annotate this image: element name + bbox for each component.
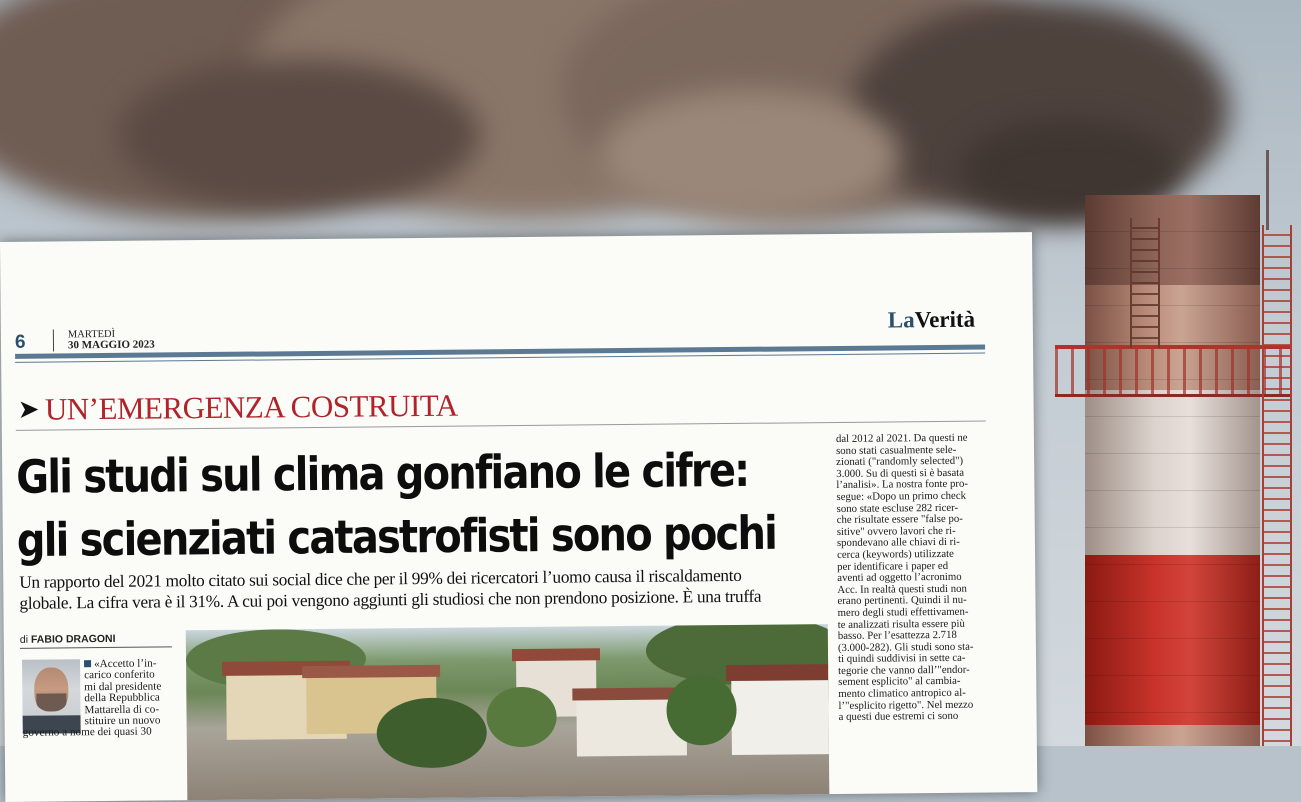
newspaper-clipping bbox=[0, 232, 1037, 802]
column-line: a questi due estremi ci sono bbox=[838, 710, 959, 724]
lightning-rod bbox=[1266, 150, 1269, 230]
article-photo bbox=[186, 624, 830, 802]
smoke-cloud bbox=[120, 60, 480, 210]
column-line: aventi ad oggetto l’acronimo bbox=[837, 570, 962, 585]
date-box bbox=[53, 329, 155, 352]
headline-line: gli scienziati catastrofisti sono pochi bbox=[16, 507, 777, 568]
column-line: l’analisi». La nostra fonte pro- bbox=[836, 478, 969, 492]
chimney-platform bbox=[1055, 345, 1290, 397]
author-photo bbox=[22, 659, 81, 734]
chimney-ladder bbox=[1262, 225, 1292, 746]
article-column bbox=[836, 433, 989, 724]
column-line: cerca (keywords) utilizzate bbox=[836, 547, 955, 561]
masthead-la: La bbox=[887, 307, 915, 333]
column-line: che risultate essere "false po- bbox=[836, 512, 963, 527]
lead-line: governo a nome dei quasi 30 bbox=[22, 726, 152, 740]
arrow-right-icon: ➤ bbox=[17, 394, 40, 424]
column-line: sono stati casualmente sele- bbox=[835, 443, 957, 457]
column-line: dal 2012 al 2021. Da questi ne bbox=[835, 431, 968, 445]
headline-line: Gli studi sul clima gonfiano le cifre: bbox=[16, 444, 749, 505]
masthead-verita: Verità bbox=[914, 306, 976, 333]
column-line: basso. Per l’esattezza 2.718 bbox=[837, 628, 957, 643]
kicker-text: UN’EMERGENZA COSTRUITA bbox=[44, 387, 458, 427]
column-line: zionati ("randomly selected") bbox=[836, 454, 964, 469]
column-line: segue: «Dopo un primo check bbox=[836, 489, 967, 503]
column-line: sono state escluse 282 ricer- bbox=[836, 501, 959, 515]
column-line: 3.000. Su di questi si è basata bbox=[836, 466, 965, 480]
section-kicker bbox=[17, 388, 457, 428]
smoke-cloud bbox=[600, 90, 900, 220]
subhead-line: Un rapporto del 2021 molto citato sui social dice che per il 99% dei ricercatori l’uomo causa il riscaldamento bbox=[19, 565, 742, 592]
subheadline bbox=[19, 564, 829, 614]
chimney bbox=[1085, 195, 1260, 746]
column-line: ti quindi suddivisi in sette ca- bbox=[837, 652, 966, 666]
column-line: te analizzati risulta essere più bbox=[837, 617, 965, 631]
column-line: erano pertinenti. Quindi il nu- bbox=[837, 594, 967, 608]
headline bbox=[16, 439, 827, 573]
square-bullet-icon bbox=[84, 660, 91, 667]
column-line: per identificare i paper ed bbox=[837, 559, 949, 573]
page-number: 6 bbox=[14, 331, 26, 353]
column-line: sement esplicito" al cambia- bbox=[838, 675, 961, 689]
lead-line: carico conferito bbox=[84, 668, 155, 682]
subhead-line: globale. La cifra vera è il 31%. A cui poi vengono aggiunti gli studiosi che non prendono posizione. È una truffa bbox=[19, 586, 762, 613]
date: 30 MAGGIO 2023 bbox=[67, 338, 155, 352]
column-line: Acc. In realtà questi studi non bbox=[837, 582, 967, 596]
lead-line: della Repubblica bbox=[84, 691, 160, 705]
column-line: l’"esplicito rigetto". Nel mezzo bbox=[838, 698, 974, 712]
byline-rule bbox=[20, 646, 172, 648]
lead-line: stituire un nuovo bbox=[84, 714, 161, 728]
lead-paragraph bbox=[22, 657, 177, 740]
byline bbox=[20, 633, 116, 646]
column-line: sitive" ovvero lavori che ri- bbox=[836, 524, 956, 538]
lead-line: mi dal presidente bbox=[84, 680, 162, 694]
lead-line: Mattarella di co- bbox=[84, 703, 160, 716]
weekday: MARTEDÌ bbox=[67, 328, 116, 341]
column-line: tegorie che vanno dall’"endor- bbox=[838, 663, 970, 677]
column-line: mento climatico antropico al- bbox=[838, 686, 966, 701]
column-line: spondevano alle chiavi di ri- bbox=[836, 536, 960, 550]
masthead-logo bbox=[888, 307, 976, 334]
byline-prefix: di bbox=[19, 633, 29, 646]
column-line: mero degli studi effettivamen- bbox=[837, 605, 969, 619]
column-line: (3.000-282). Gli studi sono sta- bbox=[837, 640, 974, 654]
lead-line: «Accetto l’in- bbox=[93, 657, 157, 671]
byline-author: FABIO DRAGONI bbox=[30, 632, 116, 646]
chimney-ladder-top bbox=[1130, 218, 1160, 348]
